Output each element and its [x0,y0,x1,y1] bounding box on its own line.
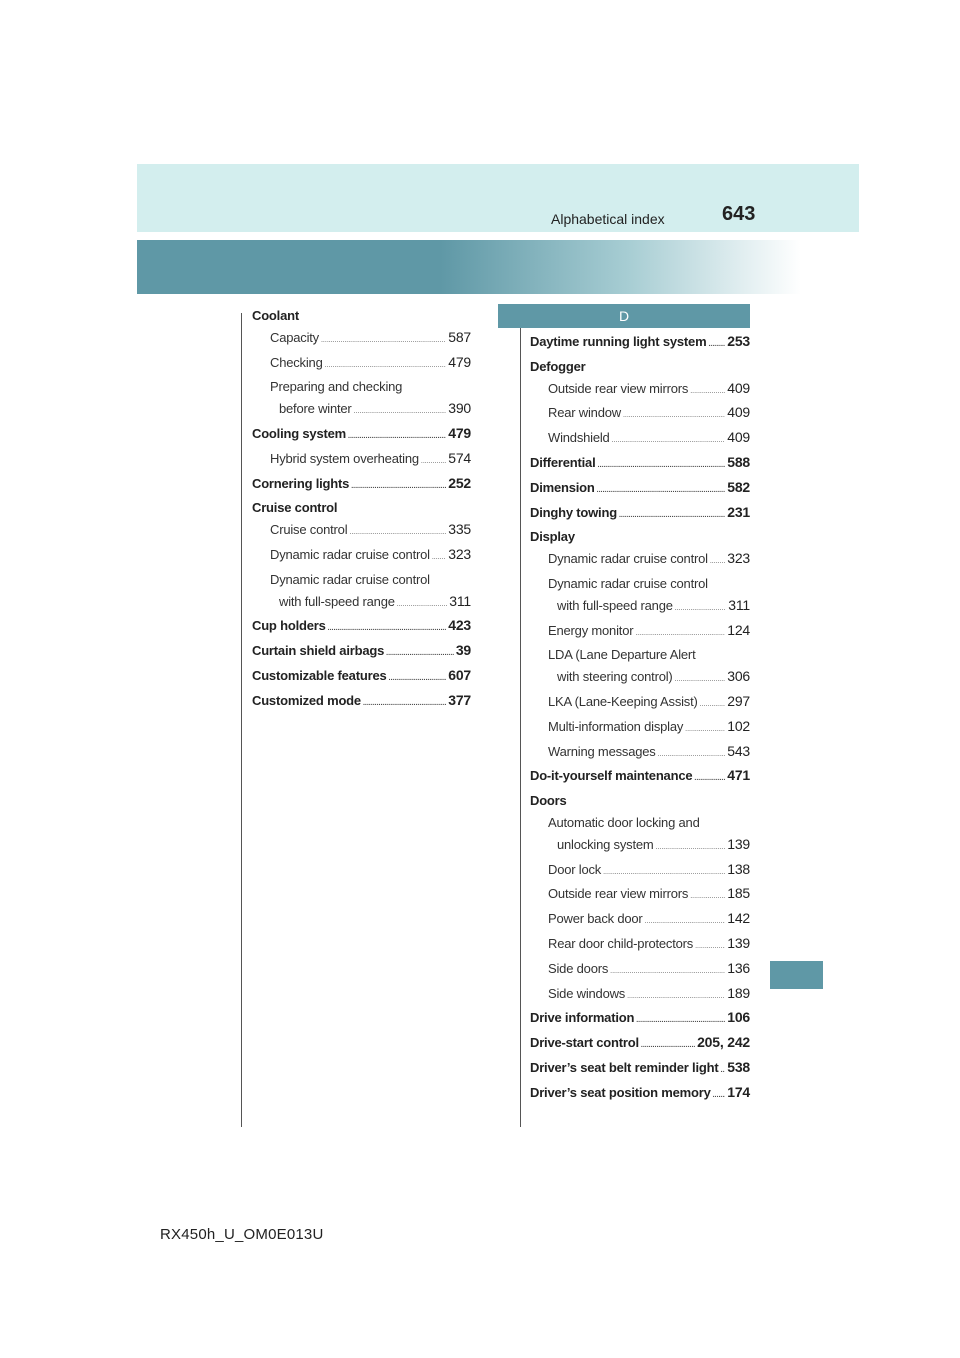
index-entry-label: Outside rear view mirrors [548,886,689,902]
index-entry-label: Side doors [548,960,609,976]
section-letter-header: D [498,304,750,328]
leader-dots [695,936,725,958]
leader-dots [720,1060,725,1082]
column-divider-left [241,313,242,1127]
leader-dots [363,693,446,715]
leader-dots [610,961,725,983]
index-entry-label: Customized mode [252,692,361,708]
index-entry-label: Doors [530,793,567,809]
leader-dots [645,911,726,933]
index-entry-page[interactable]: 297 [727,692,750,709]
index-entry-page[interactable]: 139 [727,934,750,951]
index-entry-label: Capacity [270,329,319,345]
index-entry [530,716,750,741]
leader-dots [710,551,725,573]
index-entry [530,356,750,378]
index-entry [252,423,471,448]
index-entry [252,519,471,544]
index-entry-label: LKA (Lane-Keeping Assist) [548,693,698,709]
index-entry-page[interactable]: 409 [727,379,750,396]
index-entry-page[interactable]: 306 [727,668,750,685]
index-entry-page[interactable]: 231 [727,503,750,520]
index-entry-label: Door lock [548,861,602,877]
leader-dots [603,862,725,884]
leader-dots [694,768,725,790]
leader-dots [597,480,726,502]
index-entry [530,908,750,933]
index-entry [530,620,750,645]
index-entry-label: with full-speed range [279,593,395,609]
index-entry [252,448,471,473]
leader-dots [675,669,726,691]
index-entry-page[interactable]: 253 [727,333,750,349]
index-entry [252,690,471,715]
index-entry-label: Daytime running light system [530,334,707,349]
index-entry-page[interactable]: 102 [727,717,750,734]
index-entry-label: Driver’s seat position memory [530,1084,711,1100]
index-entry-page[interactable]: 574 [448,449,471,466]
index-entry-page[interactable]: 311 [449,592,471,609]
index-entry-page[interactable]: 124 [727,621,750,638]
index-entry-label: Cup holders [252,618,326,634]
index-entry-page[interactable]: 390 [448,400,471,417]
index-entry-label: Curtain shield airbags [252,643,385,659]
index-entry-label: with full-speed range [557,597,673,613]
section-entries [498,330,750,1107]
index-entry-label: Rear window [548,405,621,421]
index-entry [530,958,750,983]
index-entry [530,331,750,356]
index-entry [530,548,750,573]
index-entry-label: Energy monitor [548,622,634,638]
index-entry-label: Checking [270,354,323,370]
index-entry [252,352,471,377]
leader-dots [386,643,454,665]
leader-dots [708,334,725,356]
leader-dots [627,986,725,1008]
index-entry-page[interactable]: 423 [448,617,471,634]
leader-dots [349,522,446,544]
leader-dots [432,547,446,569]
index-entry [530,644,750,666]
index-entry [252,569,471,591]
index-entry-page[interactable]: 205, 242 [697,1034,750,1051]
index-entry-label: Power back door [548,911,643,927]
index-entry-label: LDA (Lane Departure Alert [548,647,696,663]
index-entry [530,427,750,452]
index-entry-label: Dynamic radar cruise control [548,551,708,567]
index-entry-page[interactable]: 479 [448,424,471,441]
index-entry [252,376,471,398]
index-entry-page[interactable]: 185 [727,885,750,902]
index-entry [530,666,750,691]
index-entry [530,741,750,766]
index-entry-page[interactable]: 323 [727,550,750,567]
leader-dots [623,405,725,427]
index-entry-label: Rear door child-protectors [548,935,694,951]
index-entry-label: Cornering lights [252,475,350,491]
index-entry [530,502,750,527]
index-entry-page[interactable]: 377 [448,691,471,708]
leader-dots [675,598,727,620]
index-entry [252,305,471,327]
index-entry [530,1082,750,1107]
index-entry-page[interactable]: 582 [727,478,750,495]
index-entry-label: Warning messages [548,743,656,759]
leader-dots [351,476,446,498]
index-entry-label: Dynamic radar cruise control [548,575,708,591]
index-entry [530,765,750,790]
index-entry [530,1007,750,1032]
index-entry-label: Customizable features [252,667,387,683]
index-entry [530,378,750,403]
index-entry [530,983,750,1008]
index-entry-label: Differential [530,454,596,470]
index-entry [530,691,750,716]
index-entry-label: Outside rear view mirrors [548,380,689,396]
leader-dots [397,594,448,616]
leader-dots [354,401,447,423]
index-entry [530,933,750,958]
index-entry [252,615,471,640]
index-entry-page[interactable]: 139 [727,835,750,852]
leader-dots [321,330,446,352]
index-entry-page[interactable]: 323 [448,545,471,562]
index-entry-label: with steering control) [557,669,673,685]
leader-dots [690,381,725,403]
index-entry [252,497,471,519]
index-entry-page[interactable]: 409 [727,404,750,421]
index-entry-label: Preparing and checking [270,379,403,395]
index-entry-label: Dynamic radar cruise control [270,546,430,562]
index-column-left [252,305,471,715]
index-entry-page[interactable]: 189 [727,984,750,1001]
index-entry-page[interactable]: 136 [727,959,750,976]
leader-dots [685,719,725,741]
leader-dots [389,668,447,690]
index-entry [530,812,750,834]
leader-dots [690,886,725,908]
index-entry-label: Cooling system [252,425,346,441]
index-entry [252,665,471,690]
index-entry [252,398,471,423]
page-title: Alphabetical index [551,211,665,227]
index-entry [530,834,750,859]
index-entry [530,1032,750,1057]
index-entry [252,327,471,352]
footer-manual-code: RX450h_U_OM0E013U [160,1226,324,1243]
index-entry-label: Hybrid system overheating [270,450,419,466]
index-entry [530,477,750,502]
leader-dots [325,355,447,377]
index-entry-page[interactable]: 252 [448,474,471,491]
leader-dots [658,744,726,766]
index-entry [530,573,750,595]
index-entry-page[interactable]: 142 [727,910,750,927]
index-entry-page[interactable]: 538 [727,1058,750,1075]
page-number: 643 [722,203,756,225]
index-entry-page[interactable]: 543 [727,742,750,759]
index-entry-label: Do-it-yourself maintenance [530,768,693,784]
index-entry [530,402,750,427]
index-entry-page[interactable]: 479 [448,353,471,370]
index-entry-label: Drive information [530,1010,635,1026]
index-entry-label: Defogger [530,358,586,374]
index-entry [530,859,750,884]
index-entry-label: Cruise control [270,522,348,538]
decorative-gradient-bar [137,240,859,294]
index-entry-label: Side windows [548,985,626,1001]
index-entry-page[interactable]: 587 [448,328,471,345]
chapter-side-tab [770,961,823,989]
leader-dots [619,505,725,527]
index-entry-page[interactable]: 174 [727,1083,750,1100]
index-entry-label: Dynamic radar cruise control [270,571,430,587]
leader-dots [635,623,725,645]
index-entry-label: Dimension [530,479,595,495]
index-entry-label: Coolant [252,308,299,323]
leader-dots [612,430,726,452]
index-entry [530,1057,750,1082]
index-entry-page[interactable]: 39 [455,642,471,659]
index-entry-label: before winter [279,401,352,417]
index-entry-page[interactable]: 335 [448,521,471,538]
index-entry [530,452,750,477]
index-entry-page[interactable]: 106 [727,1009,750,1026]
leader-dots [700,694,726,716]
index-entry-label: Driver’s seat belt reminder light [530,1059,719,1075]
leader-dots [348,426,446,448]
leader-dots [641,1035,695,1057]
index-entry-page[interactable]: 588 [727,453,750,470]
index-entry [530,883,750,908]
leader-dots [636,1010,725,1032]
leader-dots [598,455,726,477]
index-entry-label: Multi-information display [548,718,684,734]
index-entry-page[interactable]: 138 [727,860,750,877]
index-entry-label: Dinghy towing [530,504,617,520]
index-entry-label: Windshield [548,430,610,446]
index-entry [530,526,750,548]
index-entry [530,595,750,620]
index-entry [252,544,471,569]
leader-dots [421,451,446,473]
index-entry-page[interactable]: 409 [727,429,750,446]
index-entry [252,473,471,498]
index-entry-page[interactable]: 311 [728,596,750,613]
index-entry-page[interactable]: 607 [448,666,471,683]
index-entry [252,591,471,616]
leader-dots [656,837,726,859]
index-entry-label: unlocking system [557,836,654,852]
index-entry-page[interactable]: 471 [727,767,750,784]
index-entry [530,790,750,812]
index-entry [252,640,471,665]
leader-dots [713,1085,726,1107]
index-entry-label: Cruise control [252,500,338,516]
index-entry-label: Automatic door locking and [548,814,700,830]
leader-dots [328,618,447,640]
index-entry-label: Display [530,529,575,545]
index-entry-label: Drive-start control [530,1035,639,1051]
index-column-right [498,304,750,1107]
